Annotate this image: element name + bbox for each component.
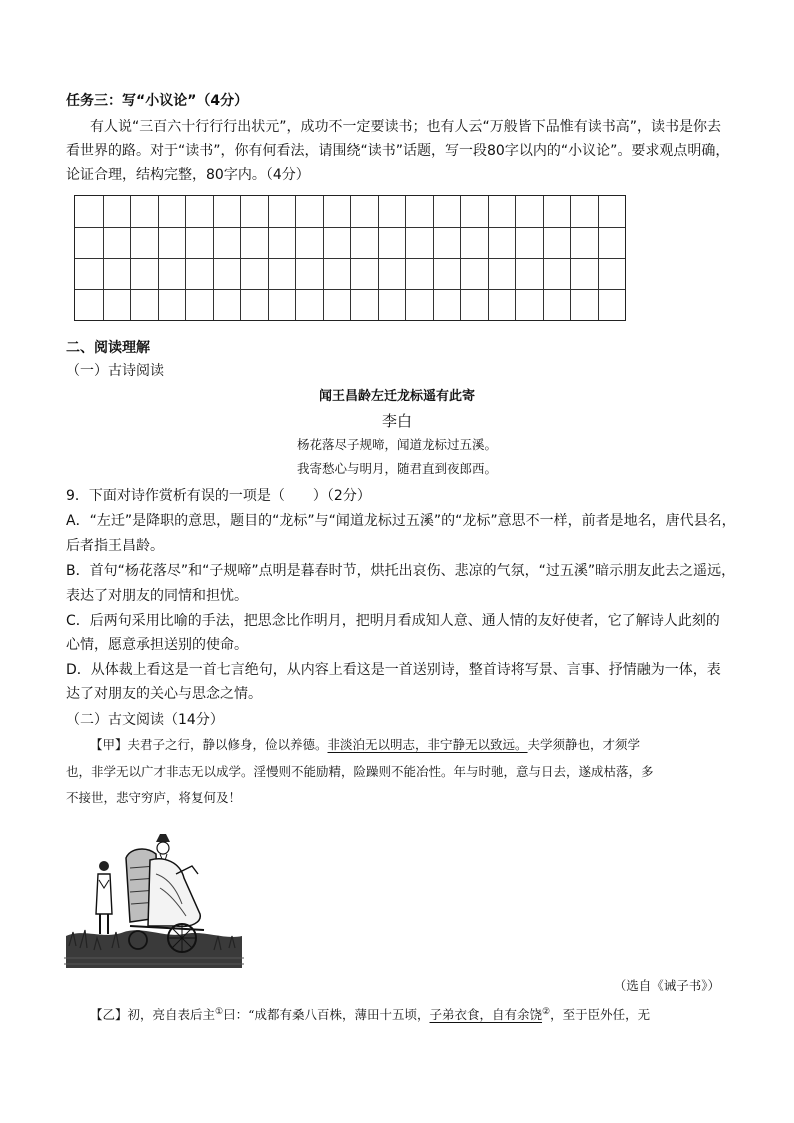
option-c-line2: 心情，愿意承担送别的使命。 <box>66 637 248 653</box>
task3-para-line1: 有人说“三百六十行行行出状元”，成功不一定要读书；也有人云“万般皆下品惟有读书高”，读书是你去 <box>90 119 722 135</box>
jia-underlined-text: 非淡泊无以明志，非宁静无以致远。 <box>327 737 528 752</box>
grid-row-line <box>75 258 625 259</box>
option-d-line2: 达了对朋友的关心与思念之情。 <box>66 686 262 702</box>
illustration-zhuge-liang <box>64 818 244 968</box>
subsection-classical: （二）古文阅读（14分） <box>66 712 224 728</box>
poem-line-1: 杨花落尽子规啼，闻道龙标过五溪。 <box>296 437 497 452</box>
footnote-marker-1: ① <box>215 1007 224 1017</box>
writing-grid[interactable] <box>74 195 626 321</box>
grid-row-line <box>75 289 625 290</box>
yi-text-b: 曰：“成都有桑八百株，薄田十五顷， <box>223 1007 430 1023</box>
jia-line-1 <box>90 734 640 756</box>
illustration-svg <box>64 818 244 968</box>
option-d-line1: D．从体裁上看这是一首七言绝句，从内容上看这是一首送别诗，整首诗将写景、言事、抒情融为一体，表 <box>66 662 721 678</box>
yi-text-c: ，至于臣外任，无 <box>550 1007 651 1023</box>
option-a-line1: A．“左迁”是降职的意思，题目的“龙标”与“闻道龙标过五溪”的“龙标”意思不一样，前者是地名，唐代县名， <box>66 513 736 529</box>
footnote-marker-2: ② <box>542 1007 551 1017</box>
source-citation: （选自《诫子书》） <box>613 978 720 993</box>
option-a-line2: 后者指王昌龄。 <box>66 538 164 554</box>
poem-title: 闻王昌龄左迁龙标遥有此寄 <box>318 389 475 404</box>
task3-para-line3: 论证合理，结构完整，80字内。（4分） <box>66 167 310 183</box>
yi-line-1 <box>90 1001 650 1026</box>
jia-line-2: 也，非学无以广才非志无以成学。淫慢则不能励精，险躁则不能冶性。年与时驰，意与日去，遂成枯落，多 <box>66 764 654 779</box>
task3-title: 任务三：写“小议论”（4分） <box>66 93 249 109</box>
grid-row-line <box>75 227 625 228</box>
task3-para-line2: 看世界的路。对于“读书”，你有何看法，请围绕“读书”话题，写一段80字以内的“小议论”。要求观点明确， <box>66 143 730 159</box>
section2-heading: 二、阅读理解 <box>66 340 150 356</box>
jia-text-b: 夫学须静也，才须学 <box>527 737 641 752</box>
question-9-stem: 9．下面对诗作赏析有误的一项是（ ）（2分） <box>66 488 371 504</box>
option-b-line1: B．首句“杨花落尽”和“子规啼”点明是暮春时节，烘托出哀伤、悲凉的气氛，“过五溪”暗示朋友此去之遥远， <box>66 563 736 579</box>
jia-text-a: 【甲】夫君子之行，静以修身，俭以养德。 <box>90 737 328 752</box>
option-c-line1: C．后两句采用比喻的手法，把思念比作明月，把明月看成知人意、通人情的友好使者，它了解诗人此刻的 <box>66 613 720 629</box>
poem-author: 李白 <box>381 412 412 430</box>
poem-line-2: 我寄愁心与明月，随君直到夜郎西。 <box>296 461 497 476</box>
yi-text-a: 【乙】初，亮自表后主 <box>90 1007 216 1023</box>
yi-underlined-text: 子弟衣食，自有余饶 <box>429 1007 543 1023</box>
option-b-line2: 表达了对朋友的同情和担忧。 <box>66 588 248 604</box>
subsection-poetry: （一）古诗阅读 <box>66 363 164 379</box>
jia-line-3: 不接世，悲守穷庐，将复何及！ <box>66 790 242 805</box>
